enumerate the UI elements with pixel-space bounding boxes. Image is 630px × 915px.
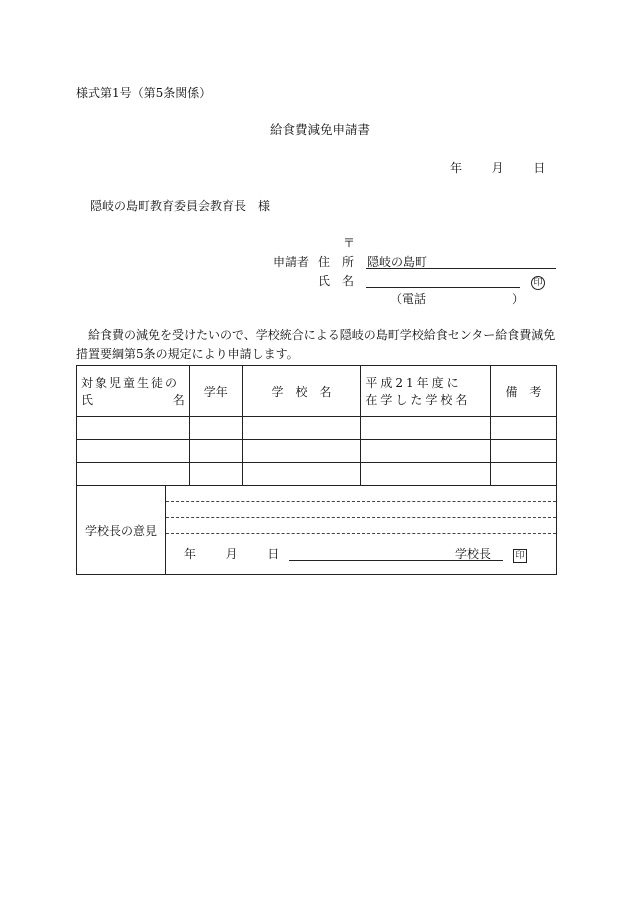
header-remarks: 備 考 <box>491 366 557 417</box>
cell-student-name[interactable] <box>77 463 190 486</box>
address-underline <box>366 268 556 269</box>
opinion-line-2[interactable] <box>166 517 556 518</box>
form-number: 様式第1号（第5条関係） <box>76 86 212 100</box>
principal-opinion-label: 学校長の意見 <box>77 486 166 574</box>
cell-remarks[interactable] <box>491 463 557 486</box>
name-label: 氏 名 <box>318 274 355 288</box>
opinion-year: 年 <box>184 547 197 561</box>
date-line <box>450 161 545 175</box>
cell-remarks[interactable] <box>491 417 557 440</box>
address-field[interactable]: 隠岐の島町 <box>367 255 428 269</box>
date-day: 日 <box>533 161 546 175</box>
table-header-row <box>77 366 557 417</box>
cell-h21-school[interactable] <box>361 417 491 440</box>
cell-grade[interactable] <box>189 417 242 440</box>
cell-grade[interactable] <box>189 463 242 486</box>
postal-mark: 〒 <box>343 236 356 250</box>
addressee: 隠岐の島町教育委員会教育長 様 <box>90 199 271 213</box>
table-row <box>77 440 557 463</box>
opinion-line-1[interactable] <box>166 501 556 502</box>
header-student-name: 対象児童生徒の 氏 名 <box>77 366 190 417</box>
header-school-name: 学 校 名 <box>242 366 361 417</box>
address-label: 住 所 <box>318 255 355 269</box>
date-month: 月 <box>491 161 504 175</box>
phone-open: （電話 <box>390 292 427 306</box>
cell-school-name[interactable] <box>242 417 361 440</box>
applicant-seal-icon: 印 <box>531 274 545 290</box>
principal-signer: 学校長 <box>455 547 492 561</box>
principal-seal-icon: 印 <box>513 547 527 563</box>
opinion-day: 日 <box>267 547 280 561</box>
body-text-line1: 給食費の減免を受けたいので、学校統合による隠岐の島町学校給食センター給食費減免 <box>76 328 556 342</box>
principal-opinion-section <box>76 486 557 575</box>
cell-h21-school[interactable] <box>361 463 491 486</box>
applicant-label: 申請者 <box>273 255 310 269</box>
cell-h21-school[interactable] <box>361 440 491 463</box>
cell-school-name[interactable] <box>242 463 361 486</box>
student-table <box>76 365 557 486</box>
phone-close: ） <box>512 292 525 306</box>
cell-student-name[interactable] <box>77 440 190 463</box>
header-grade: 学年 <box>189 366 242 417</box>
name-field[interactable] <box>366 287 520 288</box>
header-h21-school: 平成21年度に 在学した学校名 <box>361 366 491 417</box>
body-text-line2: 措置要綱第5条の規定により申請します。 <box>76 347 299 361</box>
cell-student-name[interactable] <box>77 417 190 440</box>
date-year: 年 <box>450 161 463 175</box>
cell-remarks[interactable] <box>491 440 557 463</box>
document-title: 給食費減免申請書 <box>270 122 371 137</box>
opinion-month: 月 <box>225 547 238 561</box>
cell-school-name[interactable] <box>242 440 361 463</box>
opinion-line-3[interactable] <box>166 533 556 534</box>
table-row <box>77 417 557 440</box>
opinion-date <box>184 547 279 561</box>
table-row <box>77 463 557 486</box>
cell-grade[interactable] <box>189 440 242 463</box>
